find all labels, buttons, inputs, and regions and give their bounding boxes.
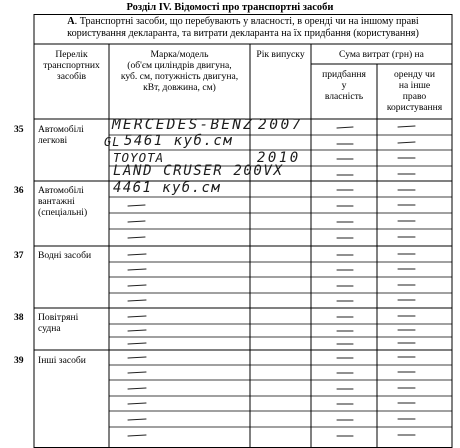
handwritten-car2-year: 2010: [257, 150, 301, 166]
row-number-37: 37: [14, 250, 24, 261]
row-label-36: Автомобілі вантажні (спеціальні): [38, 185, 88, 218]
row-label-38: Повітряні судна: [38, 312, 79, 334]
header-year: Рік випуску: [256, 49, 305, 60]
header-brand: Марка/модель (об'єм циліндрів двигуна, куб. см, потужність двигуна, кВт, довжина, см): [120, 49, 239, 93]
section-a-line2: користування декларанта, та витрати декларанта на їх придбання (користування): [67, 28, 419, 39]
row-label-35: Автомобілі легкові: [38, 124, 84, 146]
header-rent: оренду чи на інше право користування: [386, 69, 443, 113]
section-a-text: [34, 16, 452, 40]
row-number-36: 36: [14, 185, 24, 196]
header-sum: Сума витрат (грн) на: [339, 49, 424, 60]
row-label-37: Водні засоби: [38, 250, 92, 261]
header-list: Перелік транспортних засобів: [43, 49, 100, 82]
handwritten-car1-year: 2007: [258, 117, 303, 133]
handwritten-car2-brand: TOYOTA: [113, 150, 165, 165]
handwritten-car2-model: LAND CRUSER 200VX: [113, 163, 284, 179]
row-label-39: Інші засоби: [38, 355, 86, 366]
section-a-line1: . Транспортні засоби, що перебувають у власності, в оренді чи на іншому праві: [74, 16, 419, 27]
page-title: Розділ IV. Відомості про транспортні засоби: [126, 2, 334, 13]
row-number-39: 39: [14, 355, 24, 366]
section-a-letter: А: [67, 16, 75, 27]
handwritten-truck-volume: 4461 куб.см: [113, 180, 222, 196]
handwritten-car1-model: MERCEDES-BENZ: [112, 117, 255, 133]
row-number-38: 38: [14, 312, 24, 323]
handwritten-car1-volume: 5461 куб.см: [124, 133, 234, 149]
handwritten-car1-prefix: GL: [104, 135, 121, 149]
header-purchase: придбання у власність: [322, 69, 366, 102]
row-number-35: 35: [14, 124, 24, 135]
